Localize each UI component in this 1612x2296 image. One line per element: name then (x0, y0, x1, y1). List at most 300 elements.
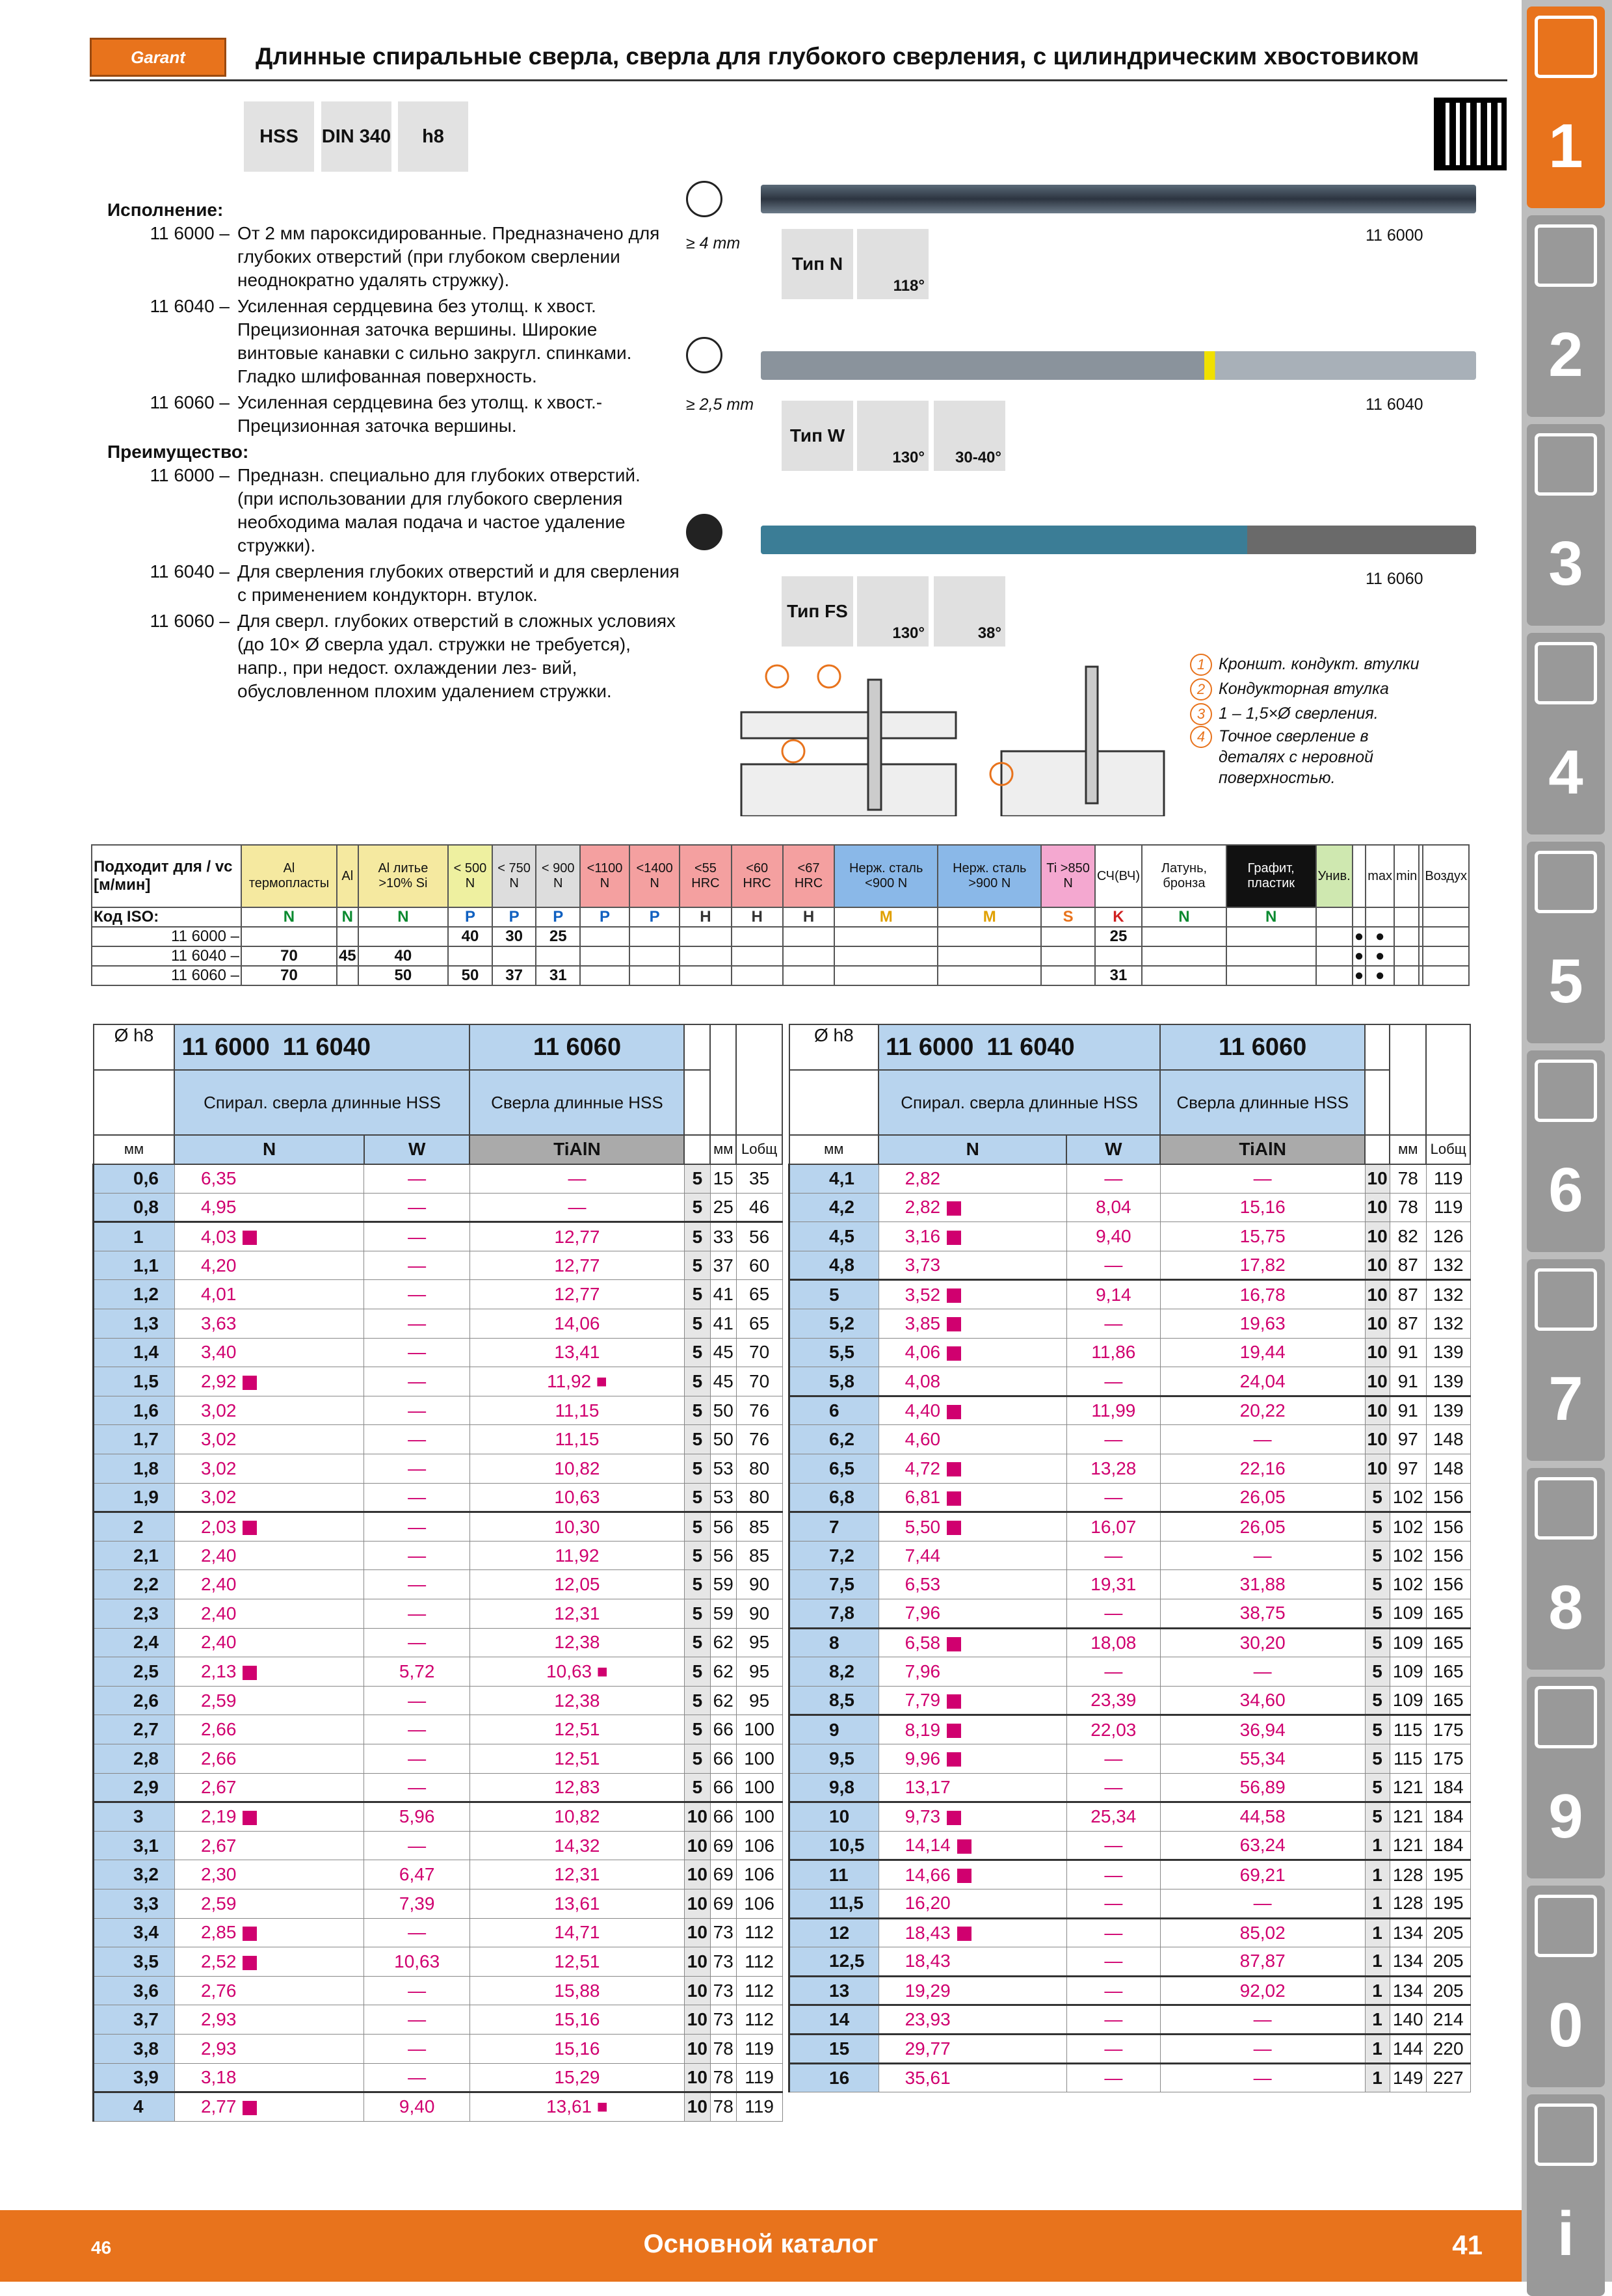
drill-code: 11 6040 (1366, 395, 1423, 414)
material-header: < 500 N (448, 845, 492, 907)
table-subheader-row (789, 1070, 1471, 1135)
products-table-right (788, 1024, 1471, 2092)
table-row (94, 1309, 783, 1339)
table-row (94, 1744, 783, 1773)
flute-length: 73 (710, 2005, 736, 2035)
pack-qty: 5 (684, 1309, 710, 1339)
price-n (879, 1193, 1066, 1222)
pack-qty: 1 (1365, 1831, 1390, 1860)
total-length: 56 (736, 1222, 782, 1251)
pack-qty: 5 (684, 1657, 710, 1687)
price-n (174, 1918, 363, 1947)
price-fs: 24,04 (1160, 1367, 1365, 1396)
cutting-speed: ● (1353, 927, 1366, 946)
price-value: 4,40 (905, 1400, 941, 1421)
cutting-speed (834, 966, 938, 985)
table-row (94, 1628, 783, 1657)
stock-marker-icon (243, 1666, 257, 1680)
price-fs: — (1160, 1425, 1365, 1454)
table-row (94, 2034, 783, 2063)
flute-length: 87 (1390, 1251, 1426, 1280)
diameter: 8,2 (789, 1657, 879, 1687)
price-fs: 14,06 (469, 1309, 684, 1339)
price-w: — (1066, 1918, 1160, 1947)
desc-item: 11 6040 – Усиленная сердцевина без утолщ. к хвост. Прецизионная заточка вершины. Широкие винтовые канавки с сильно закругл. спинками. Гладко шлифованная поверхность. (150, 296, 632, 386)
section-number: 2 (1548, 320, 1583, 390)
section-number: 4 (1548, 738, 1583, 807)
pack-qty: 5 (684, 1570, 710, 1599)
pack-qty: 1 (1365, 2063, 1390, 2092)
price-n (174, 2063, 363, 2092)
price-value: 2,52 (200, 1951, 237, 1971)
table-row (94, 1831, 783, 1860)
materials-header-row (92, 845, 1469, 907)
drill-length-icon (710, 1024, 736, 1135)
stock-marker-icon (243, 1521, 257, 1535)
pack-qty: 5 (684, 1454, 710, 1484)
price-w: — (364, 1541, 470, 1570)
cutting-speed: ● (1353, 966, 1366, 985)
flute-length: 66 (710, 1773, 736, 1802)
price-w: — (364, 1918, 470, 1947)
price-w: — (364, 2005, 470, 2035)
stock-marker-icon (947, 1288, 961, 1303)
price-value: 2,40 (200, 1574, 237, 1595)
pack-qty: 5 (1365, 1541, 1390, 1570)
legend-text: Кондукторная втулка (1219, 680, 1389, 698)
material-header: СЧ(ВЧ) (1095, 845, 1142, 907)
cutting-speed (629, 946, 680, 966)
total-length: 112 (736, 1918, 782, 1947)
table-row (789, 1396, 1471, 1425)
diameter: 3,2 (94, 1860, 175, 1889)
flute-length: 140 (1390, 2005, 1426, 2035)
cutting-speed: 31 (536, 966, 580, 985)
price-n (879, 1396, 1066, 1425)
stock-marker-icon (947, 1752, 961, 1767)
iso-code: P (536, 907, 580, 927)
price-value: 18,43 (905, 1922, 951, 1943)
price-n (879, 1744, 1066, 1773)
section-icon (1535, 1895, 1597, 1957)
total-length: 70 (736, 1367, 782, 1396)
type-box: Тип W (782, 401, 853, 471)
total-length: 85 (736, 1512, 782, 1542)
diameter: 9,5 (789, 1744, 879, 1773)
diameter: 3,1 (94, 1831, 175, 1860)
legend-text: 1 – 1,5×Ø сверления. (1219, 704, 1379, 723)
price-w: — (364, 1773, 470, 1802)
table-row (789, 1918, 1471, 1947)
advantage-heading: Преимущество: (107, 442, 249, 462)
diameter: 7 (789, 1512, 879, 1542)
price-fs: 15,29 (469, 2063, 684, 2092)
garant-logo: Garant (90, 38, 226, 77)
total-length: 100 (736, 1744, 782, 1773)
price-fs: 87,87 (1160, 1947, 1365, 1977)
pack-qty: 10 (1365, 1251, 1390, 1280)
cutting-speed: ● (1366, 966, 1394, 985)
price-w: 7,39 (364, 1889, 470, 1918)
price-value: 2,82 (905, 1197, 941, 1218)
diameter: 2,1 (94, 1541, 175, 1570)
section-number: 9 (1548, 1782, 1583, 1851)
col-code: 11 6000 (181, 1033, 270, 1061)
pack-qty: 5 (1365, 1599, 1390, 1629)
price-value: 3,63 (200, 1313, 237, 1333)
cutting-speed: 30 (492, 927, 536, 946)
price-n (174, 1425, 363, 1454)
flute-length: 102 (1390, 1483, 1426, 1512)
price-w: — (1066, 1367, 1160, 1396)
price-w: — (364, 1483, 470, 1512)
price-w: 22,03 (1066, 1715, 1160, 1744)
stock-marker-icon (947, 1811, 961, 1825)
material-header: Нерж. сталь >900 N (938, 845, 1041, 907)
flute-length: 128 (1390, 1860, 1426, 1889)
total-length: 165 (1426, 1686, 1470, 1715)
material-header: Al (337, 845, 358, 907)
flute-length: 97 (1390, 1425, 1426, 1454)
total-length-icon (1426, 1024, 1470, 1135)
total-length: 214 (1426, 2005, 1470, 2035)
pack-qty: 5 (1365, 1657, 1390, 1687)
price-w: — (364, 1164, 470, 1194)
price-w: — (364, 1686, 470, 1715)
table-row (94, 1280, 783, 1309)
pack-qty: 10 (684, 2005, 710, 2035)
price-n (879, 1715, 1066, 1744)
total-length: 80 (736, 1454, 782, 1484)
price-n (174, 1483, 363, 1512)
diameter: 16 (789, 2063, 879, 2092)
price-n (174, 1396, 363, 1425)
price-w: — (364, 1454, 470, 1484)
price-n (174, 1744, 363, 1773)
flute-length: 78 (710, 2063, 736, 2092)
iso-code: S (1041, 907, 1095, 927)
price-n (879, 1773, 1066, 1802)
col-code: 11 6040 (282, 1033, 371, 1061)
price-w: — (364, 2034, 470, 2063)
cutting-speed (337, 927, 358, 946)
materials-row-code: 11 6040 – (92, 946, 241, 966)
price-value: 9,96 (905, 1748, 941, 1769)
price-fs: 26,05 (1160, 1483, 1365, 1512)
stock-marker-icon (947, 1724, 961, 1738)
total-length: 80 (736, 1483, 782, 1512)
stock-marker-icon (243, 1811, 257, 1825)
total-length: 195 (1426, 1860, 1470, 1889)
cutting-speed (241, 927, 337, 946)
price-w: — (364, 1193, 470, 1222)
stock-marker-icon (947, 1694, 961, 1709)
price-w: 9,40 (1066, 1222, 1160, 1251)
price-value: 2,93 (200, 2038, 237, 2059)
price-w: — (364, 1715, 470, 1744)
price-n (174, 1222, 363, 1251)
price-fs: 16,78 (1160, 1280, 1365, 1309)
price-n (879, 1802, 1066, 1832)
price-value: 3,02 (200, 1429, 237, 1450)
legend-number: 1 (1190, 654, 1212, 676)
stock-marker-icon (947, 1231, 961, 1245)
price-value: 2,30 (200, 1864, 237, 1885)
cutting-speed (783, 927, 834, 946)
total-length: 46 (736, 1193, 782, 1222)
price-fs: — (1160, 2063, 1365, 2092)
diameter: 2,8 (94, 1744, 175, 1773)
diameter: 2,9 (94, 1773, 175, 1802)
footer (0, 2210, 1522, 2282)
price-fs: 30,20 (1160, 1628, 1365, 1657)
total-length: 90 (736, 1570, 782, 1599)
price-n (174, 1947, 363, 1977)
flute-length: 69 (710, 1831, 736, 1860)
total-length: 65 (736, 1280, 782, 1309)
section-icon (1535, 1477, 1597, 1540)
section-number: 8 (1548, 1573, 1583, 1642)
section-icon (1535, 224, 1597, 287)
total-length: 119 (736, 2063, 782, 2092)
flute-length: 87 (1390, 1280, 1426, 1309)
diameter: 0,6 (94, 1164, 175, 1194)
group-label: Сверла длинные HSS (1160, 1070, 1365, 1135)
price-value: 2,85 (200, 1922, 237, 1943)
flute-length: 78 (710, 2034, 736, 2063)
iso-code (1423, 907, 1469, 927)
flute-length: 115 (1390, 1715, 1426, 1744)
price-value: 2,40 (200, 1603, 237, 1623)
flute-length: 73 (710, 1918, 736, 1947)
price-w: 19,31 (1066, 1570, 1160, 1599)
flute-length: 59 (710, 1570, 736, 1599)
price-fs: 12,38 (469, 1628, 684, 1657)
price-w: — (1066, 1164, 1160, 1194)
table-row (94, 1570, 783, 1599)
materials-row (92, 927, 1469, 946)
price-w: — (1066, 2005, 1160, 2035)
total-length: 205 (1426, 1918, 1470, 1947)
price-n (174, 1831, 363, 1860)
diameter: 6,5 (789, 1454, 879, 1484)
stock-marker-icon (957, 1927, 971, 1941)
flute-length: 91 (1390, 1338, 1426, 1367)
price-value: 2,03 (200, 1516, 237, 1537)
stock-marker-icon (243, 1927, 257, 1941)
helix-angle-icon: 30-40° (934, 401, 1005, 471)
table-row (94, 1657, 783, 1687)
table-row (789, 1860, 1471, 1889)
flute-length: 53 (710, 1483, 736, 1512)
price-n (174, 1367, 363, 1396)
price-fs: — (1160, 2005, 1365, 2035)
table-row (94, 1193, 783, 1222)
price-fs: 11,92 (469, 1541, 684, 1570)
legend-text: Точное сверление в деталях с неровной поверхностью. (1219, 727, 1374, 787)
type-w: W (1066, 1135, 1160, 1164)
price-value: 14,14 (905, 1835, 951, 1856)
cutting-speed (1316, 966, 1353, 985)
price-n (174, 1976, 363, 2005)
section-icon (1535, 642, 1597, 704)
diameter: 1,3 (94, 1309, 175, 1339)
cutting-speed (629, 927, 680, 946)
price-w: — (1066, 1425, 1160, 1454)
iso-code: P (580, 907, 629, 927)
section-icon (1535, 1268, 1597, 1331)
diameter: 10 (789, 1802, 879, 1832)
price-value: 2,19 (200, 1806, 237, 1827)
price-fs: — (1160, 1541, 1365, 1570)
price-fs: 34,60 (1160, 1686, 1365, 1715)
price-w: — (364, 1744, 470, 1773)
price-fs: 26,05 (1160, 1512, 1365, 1542)
price-value: 4,08 (905, 1370, 941, 1391)
flute-length: 109 (1390, 1628, 1426, 1657)
table-row (789, 1222, 1471, 1251)
table-row (789, 1802, 1471, 1832)
pack-qty: 10 (1365, 1309, 1390, 1339)
pack-qty: 1 (1365, 1860, 1390, 1889)
pack-qty: 5 (1365, 1744, 1390, 1773)
price-w: — (1066, 1831, 1160, 1860)
price-w: — (364, 1512, 470, 1542)
coating: TiAlN (1160, 1135, 1365, 1164)
price-w: 11,86 (1066, 1338, 1160, 1367)
total-length: 76 (736, 1396, 782, 1425)
drill-code: 11 6060 (1366, 570, 1423, 588)
price-value: 2,66 (200, 1748, 237, 1769)
adv-item: 11 6000 – Предназн. специально для глубоких отверстий. (при использовании для глубокого сверления необходима малая подача и частое удаление стружки). (150, 465, 641, 555)
total-length: 100 (736, 1773, 782, 1802)
cutting-speed: ● (1353, 946, 1366, 966)
section-number: 1 (1548, 111, 1583, 181)
iso-code: H (783, 907, 834, 927)
box-sub (684, 1070, 710, 1135)
total-length: 139 (1426, 1338, 1470, 1367)
iso-code: M (834, 907, 938, 927)
cutting-speed (680, 966, 731, 985)
price-n (174, 1802, 363, 1832)
table-row (94, 1222, 783, 1251)
price-fs: 63,24 (1160, 1831, 1365, 1860)
iso-code: N (1226, 907, 1316, 927)
price-n (174, 1309, 363, 1339)
page-title: Длинные спиральные сверла, сверла для глубокого сверления, с цилиндрическим хвостовиком (256, 43, 1420, 70)
price-fs: 15,16 (469, 2034, 684, 2063)
total-length: 70 (736, 1338, 782, 1367)
iso-code: P (492, 907, 536, 927)
total-length: 205 (1426, 1976, 1470, 2005)
stock-marker-icon (947, 1491, 961, 1506)
price-w: — (364, 1367, 470, 1396)
flute-length: 56 (710, 1512, 736, 1542)
price-fs: 38,75 (1160, 1599, 1365, 1629)
type-box: Тип FS (782, 576, 853, 647)
diameter: 5,5 (789, 1338, 879, 1367)
total-length: 112 (736, 2005, 782, 2035)
cutting-speed (783, 966, 834, 985)
flute-length: 41 (710, 1280, 736, 1309)
cutting-speed: 40 (448, 927, 492, 946)
table-row (789, 1425, 1471, 1454)
iso-code (1316, 907, 1353, 927)
flute-length: 102 (1390, 1512, 1426, 1542)
price-value: 2,67 (200, 1776, 237, 1797)
price-w: — (364, 1280, 470, 1309)
table-row (789, 1947, 1471, 1977)
stock-marker-icon (947, 1637, 961, 1651)
drill-tip-icon: 130° (857, 576, 929, 647)
diameter: 8 (789, 1628, 879, 1657)
cutting-speed (834, 927, 938, 946)
total-length: 95 (736, 1686, 782, 1715)
cutting-speed (580, 927, 629, 946)
price-n (174, 1599, 363, 1629)
flute-length: 73 (710, 1947, 736, 1977)
total-length: 112 (736, 1976, 782, 2005)
price-n (174, 1541, 363, 1570)
diameter: 1,6 (94, 1396, 175, 1425)
price-w: — (1066, 1773, 1160, 1802)
materials-row-code: 11 6060 – (92, 966, 241, 985)
mm-label: мм (710, 1135, 736, 1164)
cutting-speed (732, 946, 783, 966)
price-n (174, 2034, 363, 2063)
price-value: 2,66 (200, 1719, 237, 1740)
type-n: N (879, 1135, 1066, 1164)
price-fs: — (469, 1193, 684, 1222)
cutting-speed (1226, 927, 1316, 946)
price-w: 6,47 (364, 1860, 470, 1889)
mm-label: мм (1390, 1135, 1426, 1164)
price-fs: 10,63 ■ (469, 1657, 684, 1687)
materials-row (92, 946, 1469, 966)
type-n: N (174, 1135, 363, 1164)
diameter: 2,2 (94, 1570, 175, 1599)
total-length: 65 (736, 1309, 782, 1339)
total-length: 100 (736, 1802, 782, 1832)
price-value: 7,44 (905, 1545, 941, 1566)
price-fs: 12,51 (469, 1715, 684, 1744)
total-length: 119 (1426, 1164, 1470, 1194)
flute-length: 50 (710, 1396, 736, 1425)
pack-qty: 10 (1365, 1193, 1390, 1222)
table-row (789, 1280, 1471, 1309)
desc-item: 11 6060 – Усиленная сердцевина без утолщ. к хвост.- Прецизионная заточка вершины. (150, 392, 603, 436)
diameter: 4 (94, 2092, 175, 2122)
diameter: 2,7 (94, 1715, 175, 1744)
price-w: — (364, 1599, 470, 1629)
price-value: 3,02 (200, 1486, 237, 1507)
price-fs: 85,02 (1160, 1918, 1365, 1947)
cutting-speed (629, 966, 680, 985)
page-number-right: 41 (1452, 2230, 1483, 2260)
section-number: i (1557, 2199, 1575, 2269)
cutting-speed (1423, 927, 1469, 946)
table-row (94, 1338, 783, 1367)
price-value: 2,82 (905, 1168, 941, 1189)
price-w: — (1066, 1309, 1160, 1339)
price-value: 7,96 (905, 1661, 941, 1681)
qr-code-icon[interactable] (1434, 98, 1507, 170)
drill-min-dia: ≥ 4 mm (686, 234, 741, 252)
diameter: 15 (789, 2034, 879, 2063)
iso-code: N (337, 907, 358, 927)
total-length-icon (736, 1024, 782, 1135)
ispolnenie-heading: Исполнение: (107, 200, 224, 220)
